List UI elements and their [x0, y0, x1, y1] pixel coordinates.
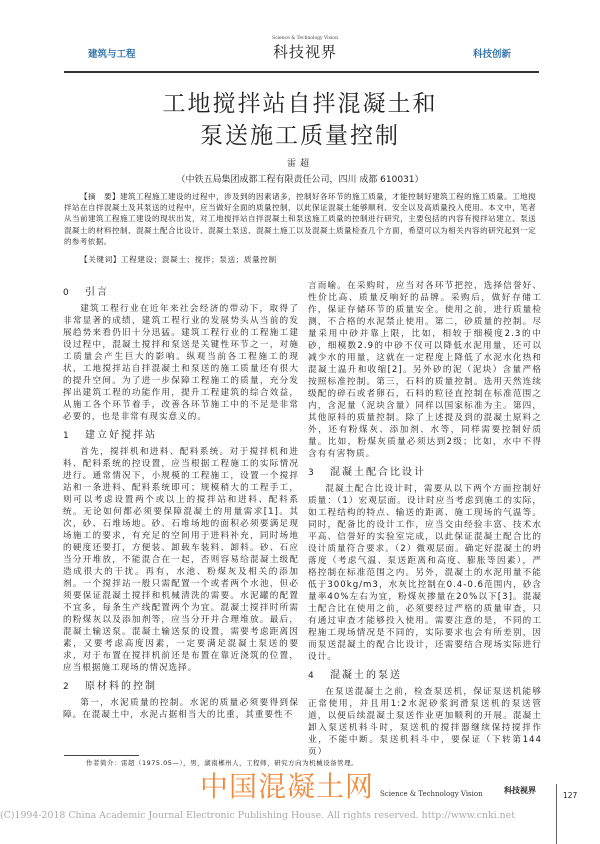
paper-title	[0, 88, 600, 152]
footnote-divider	[64, 755, 139, 756]
section-title: 引言	[85, 287, 109, 298]
header-divider	[64, 71, 539, 73]
title-line-1: 工地搅拌站自拌混凝土和	[162, 91, 438, 117]
section-number: 1	[63, 431, 69, 441]
paragraph: 第一，水泥质量的控制。水泥的质量必须要得到保障。在混凝土中，水泥占据相当大的比重，其重要性不	[63, 698, 299, 720]
masthead-en: Science & Technology Vision	[272, 36, 338, 41]
section-heading-1	[63, 429, 299, 443]
page-number: 127	[563, 791, 578, 800]
header-section-left: 建筑与工程	[88, 49, 136, 60]
left-column	[63, 280, 299, 721]
author: 雷超	[286, 159, 313, 169]
section-title: 建立好搅拌站	[85, 430, 157, 441]
author-footnote: 作者简介：雷超（1975.05—），男，湖南郴州人，工程师，研究方向为机械设备管理。	[86, 759, 359, 767]
paragraph: 首先，搅拌机和进料、配料系统。对于搅拌机和进料、配料系统的控设置，应当根据工程施工的实际情况进行。通常情况下，小规模的工程施工，设置一个搅拌站和一条进料、配料系统即可；规模稍大的工程手工，则可以考虑设置两个或以上的搅拌站和进料、配料系统。无论如何都必须要保障混凝土的用量需求[1]。其次，砂、石堆场地。砂、石堆场地的面积必须要满足现场施工的要求，有充足的空间用于进料补充，同时场地的硬度还要打，方便装、卸载车装料、卸料。砂、石应当分开堆放，不能混合在一起，否则容易给混凝土级配造成很大的干扰。再有，水池、粉煤灰及相关的添加剂。一个搅拌站一般只需配置一个或者两个水池，但必须要保证混凝土搅拌和机械清洗的需要。水泥罐的配置不宜多，每条生产线配置两个为宜。混凝土搅拌时所需的粉煤灰以及添加剂等，应当分开并合理堆放。最后，混凝土输送泵。混凝土输送泵的设置，需要考虑距离因素，又要考虑高度因素，一定要满足混凝土泵送的要求，对于布置在搅拌机前还是布置在靠近浇筑的位置，应当根据施工现场的情况选择。	[63, 447, 299, 673]
section-heading-4	[308, 669, 542, 683]
copyright-notice: (C)1994-2018 China Academic Journal Electronic Publishing House. All rights reserved. http://www.cnki.net	[0, 810, 515, 821]
section-number: 0	[63, 288, 69, 298]
header-section-right: 科技创新	[473, 49, 512, 60]
section-title: 原材料的控制	[85, 681, 157, 692]
footer-journal-cn: 科技视界	[504, 786, 536, 795]
section-number: 4	[308, 671, 314, 681]
section-heading-3	[308, 466, 542, 480]
watermark-logo: 中国混凝土网	[200, 770, 375, 803]
footer-journal-en: Science & Technology Vision	[380, 790, 483, 798]
section-title: 混凝土配合比设计	[330, 467, 426, 478]
paragraph: 言而喻。在采购时，应当对各环节把控，选择信誉好、性价比高、质量反响好的品牌。采购后，做好存储工作，保证存储环节的质量安全。使用之前，进行质量检测，不合格的水泥禁止使用。第二，砂质量的控制。尽量采用中砂并靠上限，比如，相较于细模度2.3的中砂，细模数2.9的中砂不仅可以降低水泥用量，还可以减少水的用量，这就在一定程度上降低了水泥水化热和混凝土温升和收缩[2]。另外砂的泥（泥块）含量严格按照标准控制。第三，石料的质量控制。选用天然连续级配的碎石或者卵石，石料的粒径直控制在标准范围之内，含泥量（泥块含量）同样以国家标准为主。第四，其他原料的质量控制。除了上述提及到的混凝土原料之外，还有粉煤灰、添加剂、水等，同样需要控制好质量。比如，粉煤灰质量必须达到2级；比如，水中不得含有有害物质。	[308, 281, 542, 459]
journal-masthead	[240, 36, 370, 62]
right-column	[308, 280, 542, 758]
paragraph: 混凝土配合比设计时，需要从以下两个方面控制好质量：（1）宏观层面。设计时应当考虑到施工的实际，如工程结构的特点、输送的距离、施工现场的气温等。同时，配备比的设计工作，应当交由经验丰富、技术水平高、信誉好的实验室完成，以此保证混凝土配合比的设计质量符合要求。（2）微观层面。确定好混凝土的坍落度（考虑气温、泵送距离和高度、膨胀等因素），严格控制在标准范围之内。另外，混凝土的水泥用量不能低于300kg/m3，水灰比控制在0.4-0.6范围内，砂含量率40%左右为宜，粉煤灰掺量在20%以下[3]。混凝土配合比在使用之前，必须要经过严格的质量审查，只有通过审查才能够投入使用。需要注意的是，不同的工程施工现场情况是不同的，实际要求也会有所差别，因而泵送混凝土的配合比设计，还需要结合现场实际进行设计。	[308, 484, 542, 662]
keywords: 【关键词】工程建设；混凝土；搅拌；泵送；质量控制	[80, 255, 277, 264]
section-title: 混凝土的泵送	[330, 670, 402, 681]
abstract: 【摘 要】建筑工程施工建设的过程中，涉及到的因素诸多，控制好各环节的施工质量，才能控制好建筑工程的施工质量。工地搅拌站在自拌混凝土及其泵送的过程中，应当做好全面的质量控制，以此保证混凝土能够顺利、安全以及高质量投入使用。本文中，笔者从当前建筑工程施工建设的现状出发，对工地搅拌站自拌混凝土和泵送施工质量的控制进行研究，主要包括的内容有搅拌站建立、泵送混凝土的材料控制、混凝土配合比设计、混凝土泵送、混凝土施工以及混凝土质量检查几个方面，希望可以为相关内容的研究起到一定的参考依据。	[64, 192, 536, 246]
section-heading-0	[63, 286, 299, 300]
masthead-cn: 科技视界	[272, 43, 337, 61]
section-heading-2	[63, 680, 299, 694]
footer-divider	[556, 784, 557, 844]
title-line-2: 泵送施工质量控制	[200, 123, 400, 149]
section-number: 2	[63, 682, 69, 692]
paragraph: 在泵送混凝土之前，检查泵送机，保证泵送机能够正常使用，并且用1:2水泥砂浆润滑泵送机的泵送管道，以便后续混凝土泵送作业更加顺利的开展。混凝土卸入泵送机料斗时，泵送机的搅拌器继续保持搅拌作业，不能中断。泵送机料斗中，要保证（下转第144页）	[308, 687, 542, 757]
section-number: 3	[308, 468, 314, 478]
paragraph: 建筑工程行业在近年来社会经济的带动下，取得了非常显著的成绩，建筑工程行业的发展势头从当前的发展趋势来看仍旧十分迅猛。建筑工程行业的工程施工建设过程中，混凝土搅拌和泵送是关键性环节之一，对施工质量会产生巨大的影响。纵观当前各工程施工的现状，工地搅拌站自拌混凝土和泵送的施工质量还有很大的提升空间。为了进一步保障工程施工的质量，充分发挥出建筑工程的功能作用，提升工程建筑的综合效益，从施工各个环节着手，改善各环节施工中的不足是非常必要的，也是非常有现实意义的。	[63, 304, 299, 422]
affiliation: （中铁五局集团成都工程有限责任公司，四川 成都 610031）	[176, 175, 424, 185]
